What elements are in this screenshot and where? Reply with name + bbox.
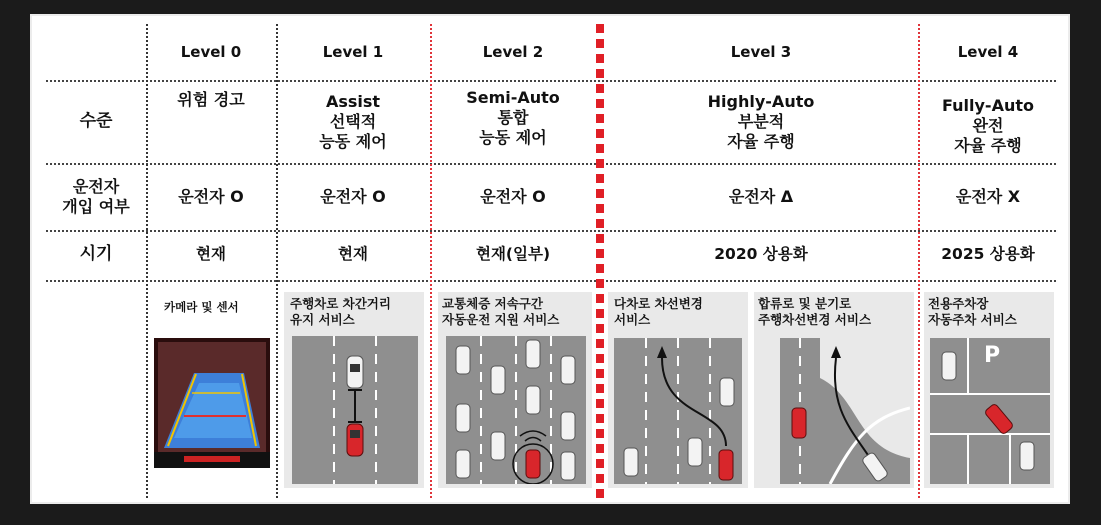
header-level-0: Level 0 (180, 42, 242, 61)
caption-l0: 카메라 및 센서 (164, 300, 239, 314)
level-desc-l1-line3: 능동 제어 (319, 132, 387, 151)
level-desc-l4-line3: 자율 주행 (954, 136, 1022, 155)
caption-l1 (290, 296, 391, 329)
autonomy-levels-table (46, 24, 1056, 498)
row-label-driver-line2: 개입 여부 (62, 196, 130, 216)
caption-l3a (614, 296, 703, 329)
caption-l4-line1: 전용주차장 (928, 296, 989, 311)
caption-l3b-line2: 주행차선변경 서비스 (758, 312, 872, 328)
level-desc-l1-line2: 선택적 (329, 112, 377, 131)
time-l0: 현재 (196, 245, 226, 264)
level-desc-l4-line2: 완전 (972, 116, 1004, 135)
levels-table-frame (30, 14, 1070, 504)
caption-l3a-line1: 다차로 차선변경 (614, 296, 703, 311)
header-level-3: Level 3 (730, 42, 792, 61)
level-desc-l1 (276, 86, 430, 158)
level-desc-l4 (920, 90, 1056, 162)
caption-l3b-line1: 합류로 및 분기로 (758, 296, 852, 311)
level-desc-l4-line1: Fully-Auto (942, 96, 1034, 115)
caption-l4-line2: 자동주차 서비스 (928, 312, 1017, 328)
time-l2: 현재(일부) (475, 245, 551, 264)
row-label-driver-line1: 운전자 (72, 176, 120, 196)
caption-l1-line2: 유지 서비스 (290, 312, 355, 328)
caption-l2 (442, 296, 559, 329)
caption-l3a-line2: 서비스 (614, 312, 651, 328)
row-label-time: 시기 (79, 244, 113, 265)
time-l1: 현재 (338, 245, 368, 264)
time-l3: 2020 상용화 (714, 245, 808, 264)
row-label-driver (46, 163, 146, 230)
driver-l3: 운전자 Δ (728, 186, 794, 206)
l3a-road-illustration (614, 338, 742, 484)
level-desc-l3-line2: 부분적 (737, 112, 785, 131)
l2-road-illustration (446, 336, 586, 484)
time-l4: 2025 상용화 (941, 245, 1035, 264)
row-divider (46, 280, 1056, 282)
level-desc-l2-line1: Semi-Auto (466, 88, 560, 107)
level-desc-l3-line1: Highly-Auto (707, 92, 815, 111)
level-desc-l2-line2: 통합 (497, 108, 529, 127)
level-desc-l0: 위험 경고 (177, 90, 245, 109)
caption-l1-line1: 주행차로 차간거리 (290, 296, 391, 311)
header-level-2: Level 2 (482, 42, 544, 61)
caption-l3b (758, 296, 871, 329)
level-desc-l3 (604, 86, 918, 158)
caption-l4 (928, 296, 1017, 329)
level-desc-l1-line1: Assist (325, 92, 381, 111)
col-divider-red-bold (596, 24, 604, 498)
l1-road-illustration (292, 336, 418, 484)
parking-sign: P (984, 343, 1001, 368)
row-label-level: 수준 (79, 110, 113, 131)
header-level-1: Level 1 (322, 42, 384, 61)
level-desc-l3-line3: 자율 주행 (727, 132, 795, 151)
caption-l2-line1: 교통체증 저속구간 (442, 296, 543, 311)
driver-l2: 운전자 O (480, 186, 546, 206)
camera-view-image (154, 338, 270, 468)
header-level-4: Level 4 (957, 42, 1019, 61)
level-desc-l2-line3: 능동 제어 (479, 128, 547, 147)
driver-l4: 운전자 X (955, 186, 1021, 206)
level-desc-l2 (430, 82, 596, 154)
driver-l1: 운전자 O (320, 186, 386, 206)
caption-l2-line2: 자동운전 지원 서비스 (442, 312, 560, 328)
l3b-road-illustration (760, 338, 910, 484)
driver-l0: 운전자 O (178, 186, 244, 206)
